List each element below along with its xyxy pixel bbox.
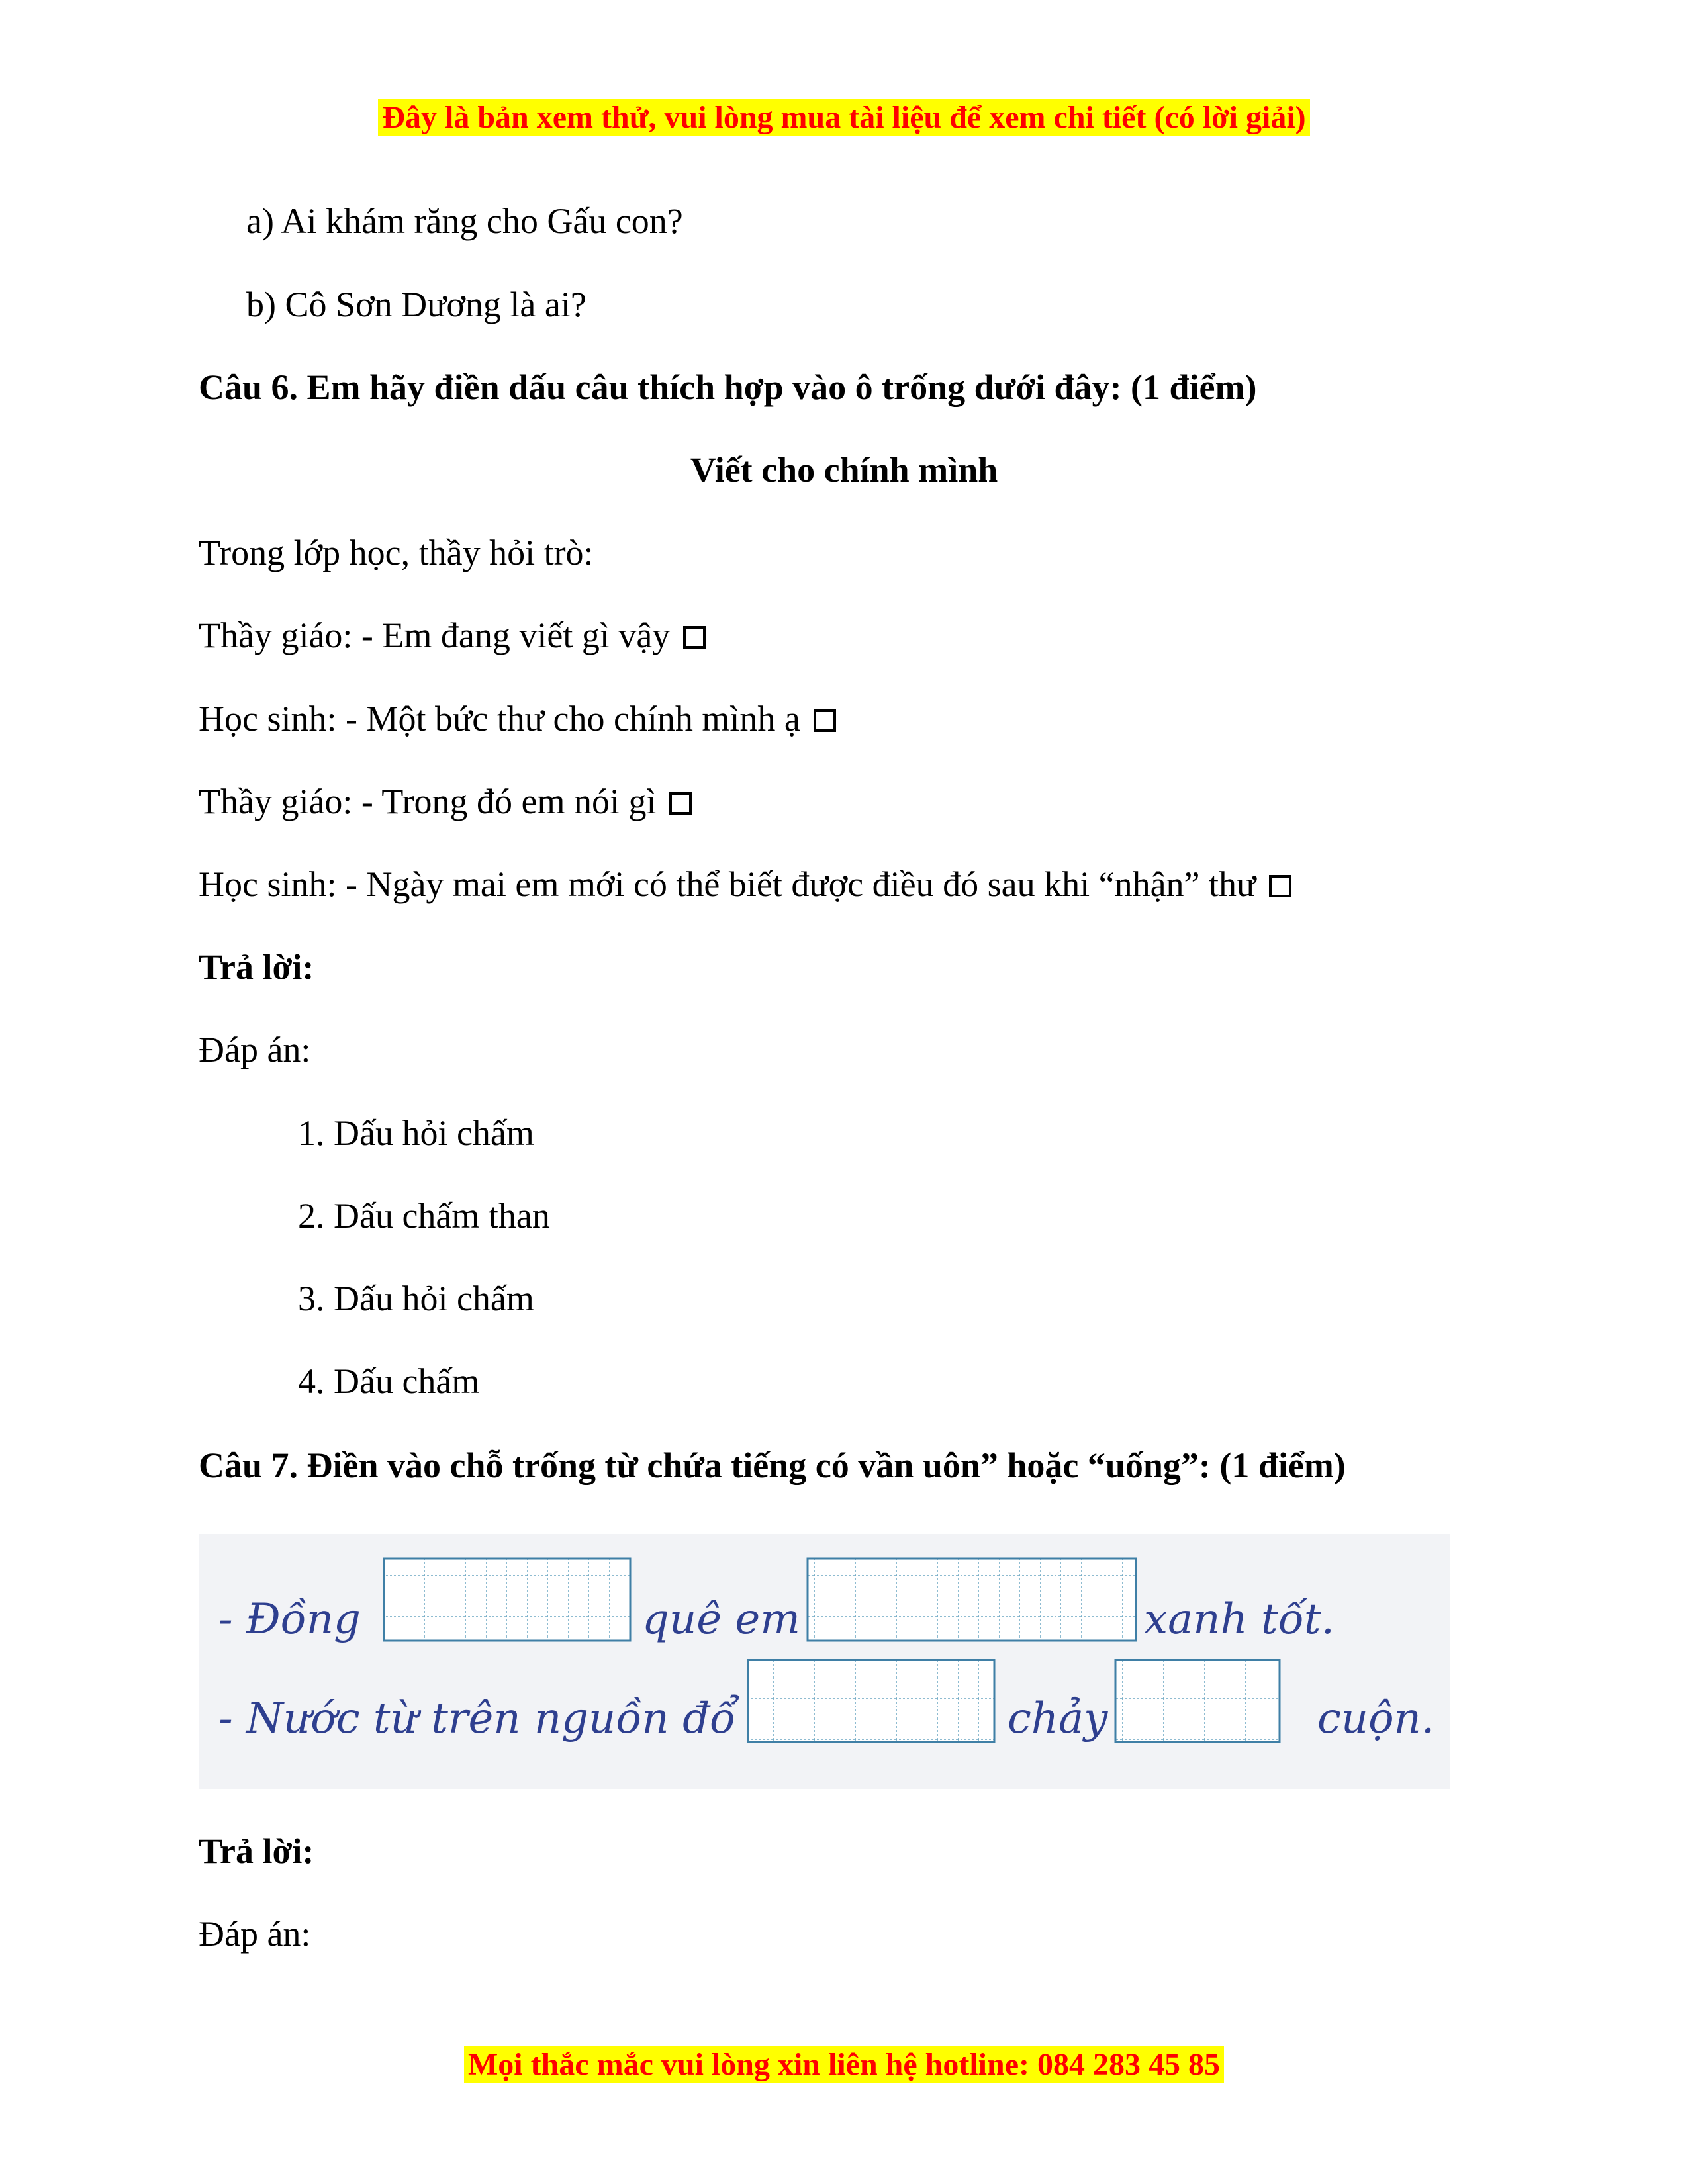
writing-grid-2[interactable]	[808, 1559, 1136, 1641]
blank-box-1[interactable]	[683, 626, 706, 649]
exercise-line1-part2: quê em	[642, 1595, 800, 1644]
q6-answer-3: 3. Dấu hỏi chấm	[298, 1279, 534, 1318]
blank-box-4[interactable]	[1269, 875, 1291, 897]
question-5b: b) Cô Sơn Dương là ai?	[246, 285, 586, 324]
exercise-line2-part1: - Nước từ trên nguồn đổ	[218, 1694, 736, 1743]
blank-box-3[interactable]	[669, 792, 692, 815]
exercise-line2-part2: chảy	[1008, 1694, 1108, 1743]
story-line-1-text: Thầy giáo: - Em đang viết gì vậy	[199, 615, 671, 655]
q7-answer-label: Trả lời:	[199, 1831, 314, 1871]
story-line-1	[199, 614, 706, 657]
hotline-text: Mọi thắc mắc vui lòng xin liên hệ hotline: 084 283 45 85	[464, 2046, 1224, 2083]
exercise-svg	[199, 1534, 1450, 1789]
story-line-2-text: Học sinh: - Một bức thư cho chính mình ạ	[199, 699, 800, 739]
preview-notice-banner	[0, 99, 1688, 136]
hotline-banner	[0, 2046, 1688, 2083]
handwriting-exercise-figure	[199, 1534, 1450, 1789]
story-title: Viết cho chính mình	[690, 450, 998, 490]
writing-grid-4[interactable]	[1115, 1660, 1280, 1742]
exercise-line1-part1: - Đồng	[218, 1595, 361, 1644]
writing-grid-3[interactable]	[748, 1660, 994, 1742]
q6-answer-intro: Đáp án:	[199, 1030, 311, 1069]
blank-box-2[interactable]	[814, 709, 836, 732]
question-5a: a) Ai khám răng cho Gấu con?	[246, 201, 683, 241]
story-line-3	[199, 780, 692, 823]
story-line-4	[199, 863, 1291, 905]
story-line-4-text: Học sinh: - Ngày mai em mới có thể biết được điều đó sau khi “nhận” thư	[199, 864, 1256, 904]
q7-answer-intro: Đáp án:	[199, 1914, 311, 1954]
exercise-line2-part3: cuộn.	[1317, 1694, 1435, 1743]
q6-answer-4: 4. Dấu chấm	[298, 1361, 480, 1401]
question-7-title: Câu 7. Điền vào chỗ trống từ chứa tiếng có vần uôn” hoặc “uống”: (1 điểm)	[199, 1445, 1346, 1485]
story-line-intro: Trong lớp học, thầy hỏi trò:	[199, 533, 594, 572]
question-6-title: Câu 6. Em hãy điền dấu câu thích hợp vào ô trống dưới đây: (1 điểm)	[199, 367, 1257, 407]
story-line-2	[199, 698, 836, 740]
q6-answer-2: 2. Dấu chấm than	[298, 1196, 550, 1236]
story-line-3-text: Thầy giáo: - Trong đó em nói gì	[199, 782, 657, 821]
q6-answer-1: 1. Dấu hỏi chấm	[298, 1113, 534, 1153]
preview-notice-text: Đây là bản xem thử, vui lòng mua tài liệu để xem chi tiết (có lời giải)	[378, 99, 1309, 136]
writing-grid-1[interactable]	[384, 1559, 630, 1641]
exercise-line1-part3: xanh tốt.	[1144, 1595, 1335, 1644]
q6-answer-label: Trả lời:	[199, 947, 314, 987]
